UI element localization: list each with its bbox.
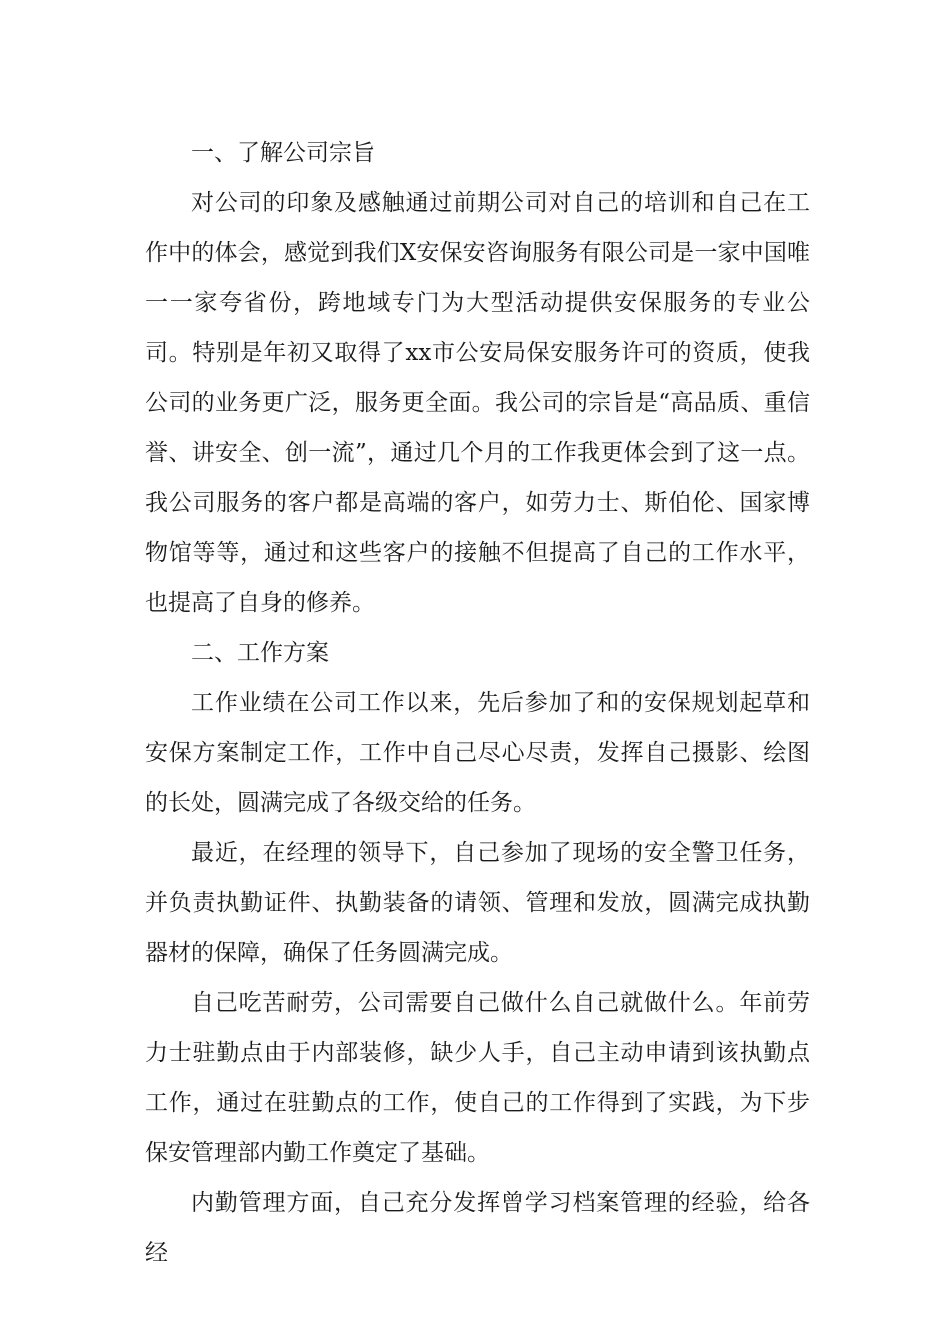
section-heading-1: 一、了解公司宗旨	[191, 140, 375, 166]
section-heading-2: 二、工作方案	[191, 640, 329, 666]
paragraph-recent-tasks: 最近，在经理的领导下，自己参加了现场的安全警卫任务，并负责执勤证件、执勤装备的请领、管理和发放，圆满完成执勤器材的保障，确保了任务圆满完成。	[145, 840, 810, 966]
paragraph-company-impression: 对公司的印象及感触通过前期公司对自己的培训和自己在工作中的体会，感觉到我们X安保安咨询服务有限公司是一家中国唯一一家夸省份，跨地域专门为大型活动提供安保服务的专业公司。特别是年初又取得了xx市公安局保安服务许可的资质，使我公司的业务更广泛，服务更全面。我公司的宗旨是“高品质、重信誉、讲安全、创一流”，通过几个月的工作我更体会到了这一点。我公司服务的客户都是高端的客户，如劳力士、斯伯伦、国家博物馆等等，通过和这些客户的接触不但提高了自己的工作水平，也提高了自身的修养。	[145, 190, 810, 616]
paragraph-work-achievements: 工作业绩在公司工作以来，先后参加了和的安保规划起草和安保方案制定工作，工作中自己尽心尽责，发挥自己摄影、绘图的长处，圆满完成了各级交给的任务。	[145, 690, 810, 816]
paragraph-hard-work: 自己吃苦耐劳，公司需要自己做什么自己就做什么。年前劳力士驻勤点由于内部装修，缺少人手，自己主动申请到该执勤点工作，通过在驻勤点的工作，使自己的工作得到了实践，为下步保安管理部内勤工作奠定了基础。	[145, 990, 810, 1166]
paragraph-internal-management: 内勤管理方面，自己充分发挥曾学习档案管理的经验，给各经	[145, 1190, 810, 1266]
document-body	[145, 128, 810, 1278]
